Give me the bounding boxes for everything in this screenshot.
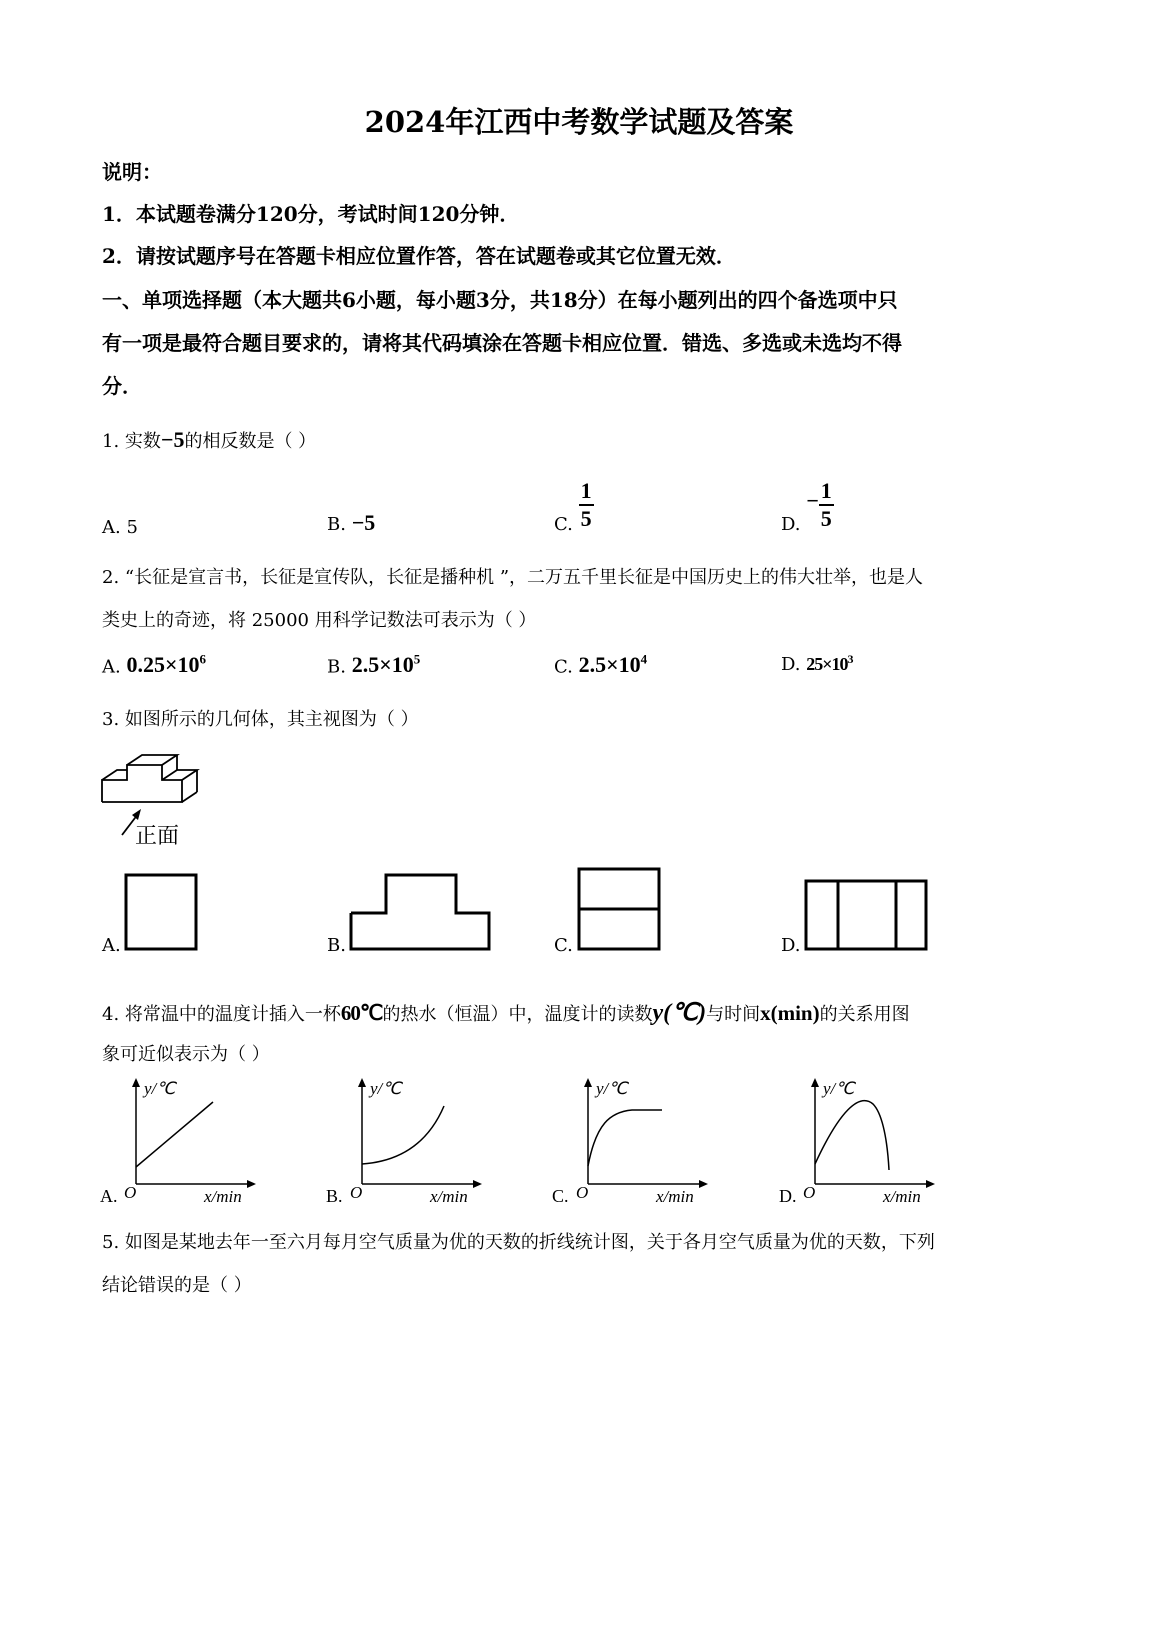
q1-option-b-value: −5	[351, 510, 376, 535]
q1-option-a-value: 5	[126, 517, 138, 538]
question-3: 3. 如图所示的几何体，其主视图为（ ）	[102, 709, 419, 730]
q3-option-a-figure	[124, 873, 200, 953]
q4-a-x-axis-label: x/min	[204, 1187, 242, 1206]
q2-option-c: C. $2.5\times 10^4$	[554, 652, 648, 678]
q2-option-a: A. $0.25\times 10^6$	[102, 652, 207, 678]
question-5-line-2: 结论错误的是（ ）	[102, 1275, 252, 1296]
q2-option-b: B. $2.5\times 10^5$	[327, 652, 421, 678]
q4-b-y-axis-label: y/℃	[370, 1079, 402, 1098]
q1-option-c-fraction: $\frac{1}{5}$	[580, 478, 592, 531]
notes-heading: 说明：	[102, 160, 162, 184]
q1-option-b: B. −5	[327, 510, 376, 535]
q4-b-label: B.	[326, 1186, 343, 1206]
q2-option-d-value: $25\times 10^3$	[806, 652, 853, 674]
question-2-line-2: 类史上的奇迹，将 25000 用科学记数法可表示为（ ）	[102, 610, 537, 631]
q3-option-a-label: A.	[102, 935, 121, 956]
page-title: 2024年江西中考数学试题及答案	[364, 105, 794, 139]
q4-c-label: C.	[552, 1186, 569, 1206]
q4-d-x-axis-label: x/min	[883, 1187, 921, 1206]
q4-d-label: D.	[779, 1186, 797, 1206]
question-5-line-1: 5. 如图是某地去年一至六月每月空气质量为优的天数的折线统计图，关于各月空气质量为优的天数，下列	[102, 1232, 935, 1253]
q4-a-label: A.	[100, 1186, 118, 1206]
q3-option-b-label: B.	[327, 935, 346, 956]
q4-d-curve	[815, 1101, 889, 1170]
q2-option-d: D. $25\times 10^3$	[781, 652, 853, 675]
q3-option-d-figure	[804, 879, 930, 953]
q1-option-c: C. $\frac{1}{5}$	[554, 478, 592, 535]
q4-graph-b	[326, 1072, 484, 1210]
q1-post: 的相反数是（ ）	[184, 431, 317, 452]
q4-a-origin: O	[124, 1183, 137, 1202]
q3-option-c-label: C.	[554, 935, 573, 956]
q3-front-label: 正面	[135, 823, 180, 848]
q3-solid-figure	[95, 745, 205, 850]
q4-x-variable: x(min)	[760, 1001, 820, 1025]
q4-d-y-axis-label: y/℃	[823, 1079, 855, 1098]
q4-b-curve	[362, 1106, 444, 1164]
q4-graph-a	[100, 1072, 258, 1210]
section1-line-2: 有一项是最符合题目要求的，请将其代码填涂在答题卡相应位置．错选、多选或未选均不得	[102, 331, 902, 355]
notes-item-2: 2．请按试题序号在答题卡相应位置作答，答在试题卷或其它位置无效．	[102, 244, 736, 268]
question-1	[102, 427, 316, 453]
q4-c-y-axis-label: y/℃	[596, 1079, 628, 1098]
q4-d-origin: O	[803, 1183, 816, 1202]
q2-option-b-value: $2.5\times 10^5$	[351, 652, 421, 678]
q2-option-a-value: $0.25\times 10^6$	[126, 652, 207, 678]
q1-option-d: D. − $\frac{1}{5}$	[781, 478, 832, 535]
q3-option-d-label: D.	[781, 935, 801, 956]
q4-b-origin: O	[350, 1183, 363, 1202]
notes-item-1: 1．本试题卷满分120分，考试时间120分钟．	[102, 202, 520, 226]
q3-option-c-figure	[577, 867, 663, 953]
q4-temperature: 60℃	[340, 1001, 383, 1025]
question-2-line-1: 2. “长征是宣言书，长征是宣传队，长征是播种机 ”，二万五千里长征是中国历史上的伟大壮举，也是人	[102, 567, 924, 588]
q4-y-variable: y(℃)	[652, 1000, 707, 1026]
q2-option-c-value: $2.5\times 10^4$	[578, 652, 648, 678]
question-4-line-1: 4. 将常温中的温度计插入一杯60℃的热水（恒温）中，温度计的读数y(℃)与时间x(min)的关系用图	[102, 1000, 910, 1026]
q4-c-curve	[588, 1110, 662, 1166]
q4-c-x-axis-label: x/min	[656, 1187, 694, 1206]
q4-graph-c	[552, 1072, 710, 1210]
q1-option-d-fraction: $\frac{1}{5}$	[820, 478, 832, 531]
question-4-line-2: 象可近似表示为（ ）	[102, 1044, 270, 1065]
q4-b-x-axis-label: x/min	[430, 1187, 468, 1206]
section1-line-1: 一、单项选择题（本大题共6小题，每小题3分，共18分）在每小题列出的四个备选项中只	[102, 288, 898, 312]
q1-option-a: A. 5	[102, 517, 138, 538]
q3-option-b-figure	[349, 873, 493, 953]
q4-a-curve	[136, 1102, 213, 1167]
q4-c-origin: O	[576, 1183, 589, 1202]
section1-line-3: 分．	[102, 374, 142, 398]
q1-number: −5	[160, 427, 185, 452]
q1-pre: 1. 实数	[102, 431, 161, 452]
q4-graph-d	[779, 1072, 937, 1210]
q4-a-y-axis-label: y/℃	[144, 1079, 176, 1098]
